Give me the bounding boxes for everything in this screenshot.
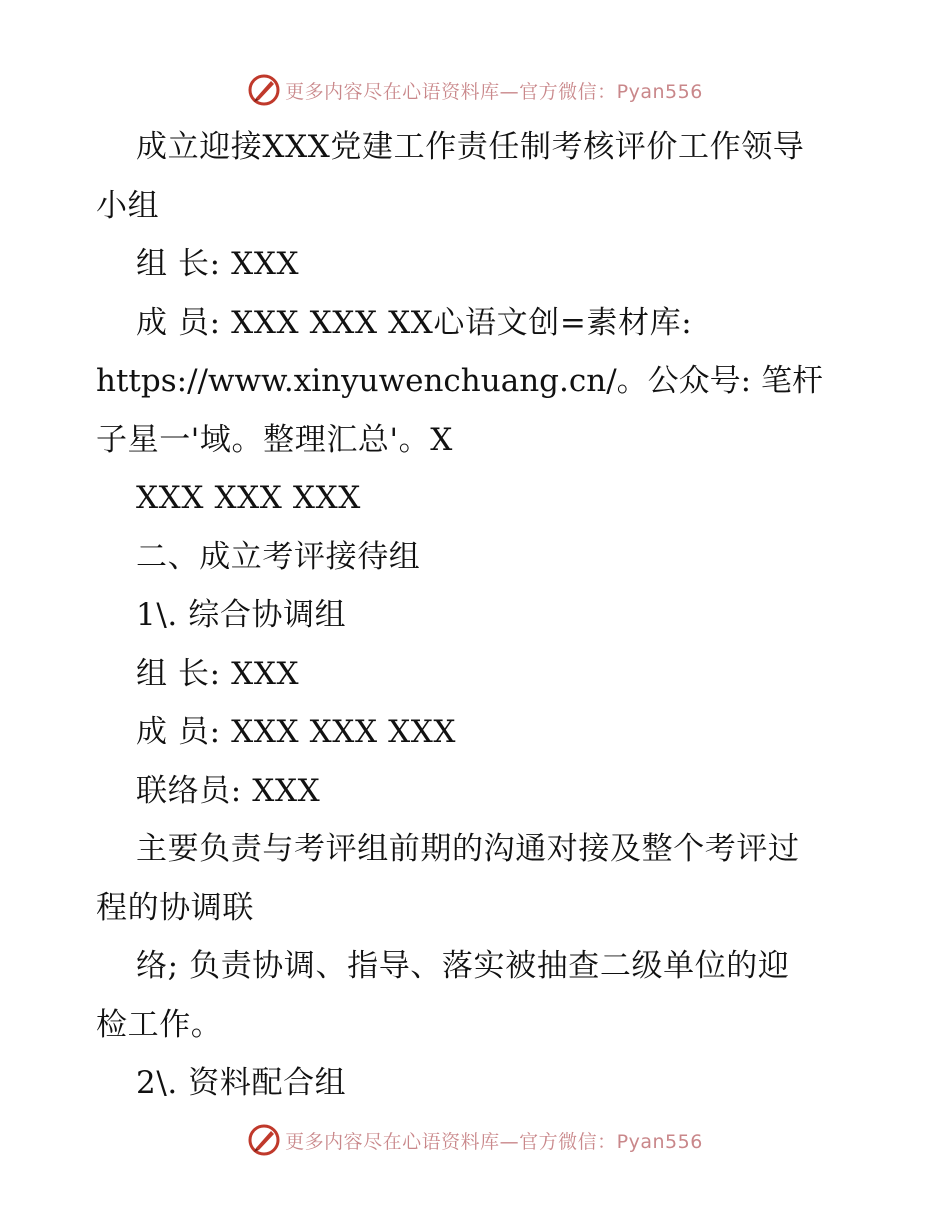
text-line: 程的协调联: [96, 889, 254, 926]
pen-logo-icon: [247, 73, 281, 107]
text-line: 子星一'域。整理汇总'。X: [96, 421, 453, 458]
document-body: [96, 118, 856, 1113]
text-line: 1\. 综合协调组: [136, 597, 347, 633]
text-line: 联络员: XXX: [136, 772, 321, 809]
text-line: 组 长: XXX: [136, 246, 300, 282]
text-line: 2\. 资料配合组: [136, 1065, 347, 1101]
text-line: 组 长: XXX: [136, 655, 300, 692]
footer-watermark: [0, 1118, 950, 1162]
text-line: 二、成立考评接待组: [136, 538, 421, 575]
header-watermark: [0, 68, 950, 112]
text-line: 检工作。: [96, 1006, 223, 1043]
text-line: 成立迎接XXX党建工作责任制考核评价工作领导: [136, 129, 805, 165]
pen-logo-icon: [247, 1123, 281, 1157]
text-line: XXX XXX XXX: [136, 480, 361, 516]
text-line: 成 员: XXX XXX XX心语文创=素材库:: [136, 304, 693, 341]
text-line: 成 员: XXX XXX XXX: [136, 714, 457, 750]
watermark-text: 更多内容尽在心语资料库—官方微信：Pyan556: [285, 80, 703, 103]
text-line: 小组: [96, 187, 160, 224]
text-line: https://www.xinyuwenchuang.cn/。公众号: 笔杆: [96, 363, 823, 399]
watermark-text: 更多内容尽在心语资料库—官方微信：Pyan556: [285, 1130, 703, 1153]
text-line: 络; 负责协调、指导、落实被抽查二级单位的迎: [136, 948, 790, 984]
text-line: 主要负责与考评组前期的沟通对接及整个考评过: [136, 831, 800, 867]
